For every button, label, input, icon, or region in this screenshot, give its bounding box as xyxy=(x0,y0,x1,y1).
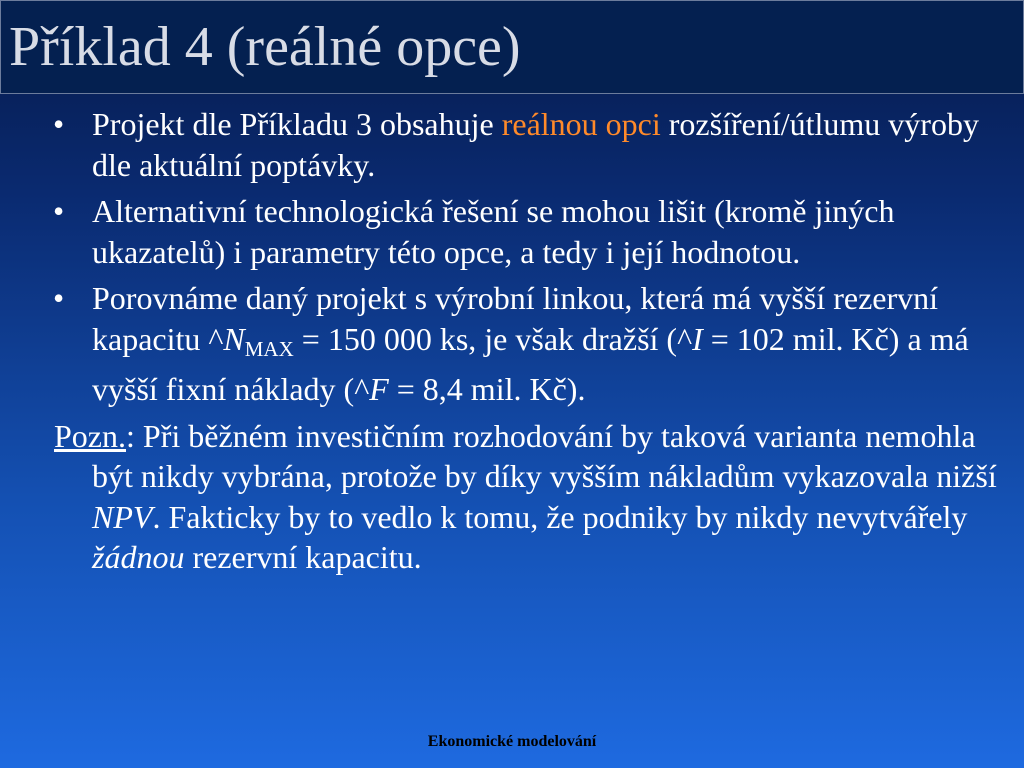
bullet-dot-icon: • xyxy=(53,106,65,142)
note-text-2: . Fakticky by to vedlo k tomu, že podniky by nikdy nevytvářely xyxy=(152,498,968,535)
note-text-3: rezervní kapacitu. xyxy=(184,539,422,575)
bullet-3-text-3: = 102 mil. Kč) a má vyšší fixní náklady (^ xyxy=(92,320,969,407)
note-paragraph xyxy=(54,416,997,578)
var-i: I xyxy=(692,320,703,357)
bullet-1-text: Projekt dle Příkladu 3 obsahuje xyxy=(92,106,502,142)
bullet-3-text: Porovnáme daný projekt s výrobní linkou, která má vyšší rezervní kapacitu ^ xyxy=(92,280,939,357)
bullet-dot-icon: • xyxy=(53,193,65,229)
footer: Ekonomické modelování xyxy=(427,733,597,750)
note-colon: : xyxy=(126,417,143,454)
bullet-1-text-end: rozšíření/útlumu výroby dle aktuální poptávky. xyxy=(92,106,979,183)
var-f: F xyxy=(369,371,389,407)
bullet-item-1 xyxy=(53,104,997,185)
bullet-item-3 xyxy=(53,278,997,410)
note-text-1: Při běžném investičním rozhodování by taková varianta nemohla být nikdy vybrána, protože by díky vyšším nákladům vykazovala nižší xyxy=(92,417,997,494)
var-n-subscript: MAX xyxy=(244,336,294,361)
note-label: Pozn. xyxy=(54,417,126,454)
zadnou-term: žádnou xyxy=(92,539,185,575)
var-n: N xyxy=(223,320,245,357)
bullet-dot-icon: • xyxy=(53,280,65,316)
bullet-3-text-2: = 150 000 ks, je však dražší (^ xyxy=(293,320,693,357)
slide-title: Příklad 4 (reálné opce) xyxy=(9,16,521,78)
bullet-item-2 xyxy=(53,191,997,272)
bullet-2-text: Alternativní technologická řešení se mohou lišit (kromě jiných ukazatelů) i parametry této opce, a tedy i její hodnotou. xyxy=(92,193,895,270)
bullet-3-text-4: = 8,4 mil. Kč). xyxy=(388,371,586,407)
real-option-highlight: reálnou opci xyxy=(501,106,661,142)
title-bar xyxy=(0,0,1024,94)
slide-content xyxy=(0,104,1024,578)
npv-term: NPV xyxy=(92,498,153,535)
